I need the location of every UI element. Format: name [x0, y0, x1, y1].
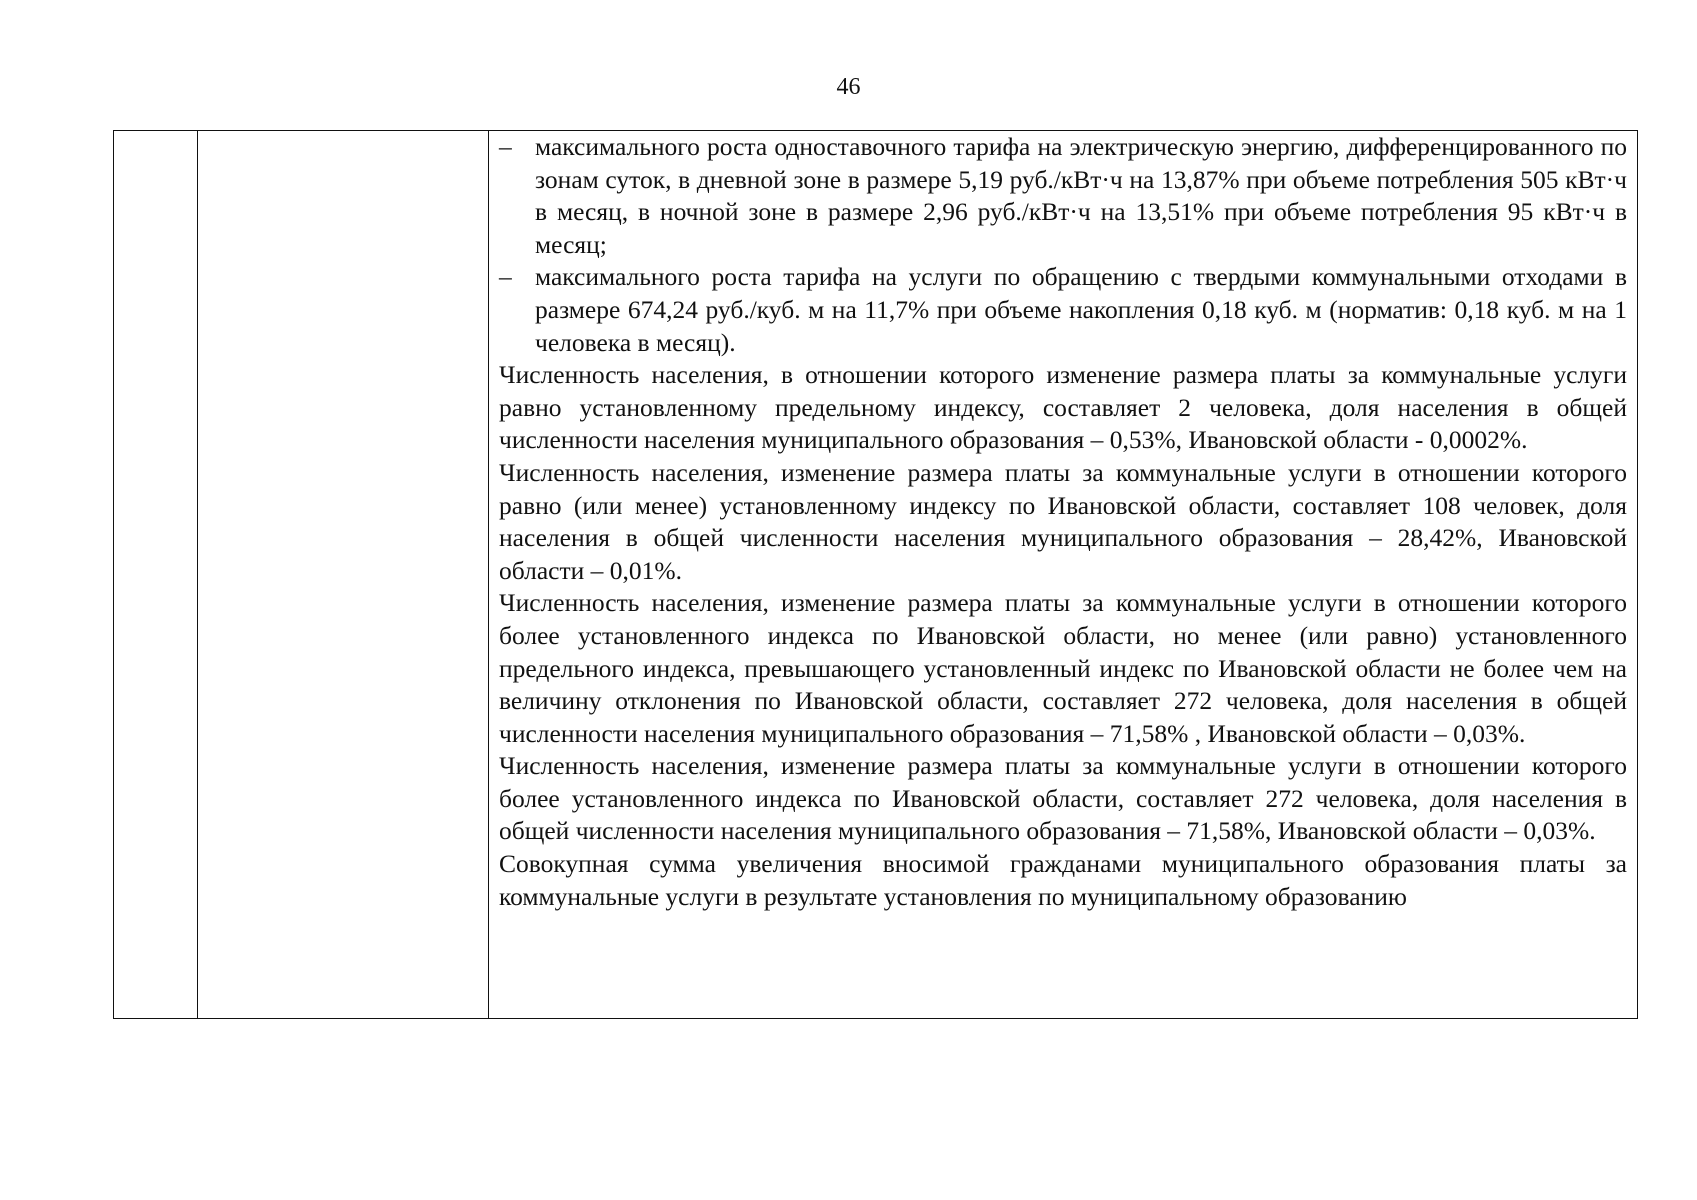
cell-content [489, 131, 1637, 1018]
bullet-item-waste [499, 261, 1627, 359]
bullet-dash: – [499, 132, 512, 161]
paragraph-total-sum: Совокупная сумма увеличения вносимой гражданами муниципального образования платы за коммунальные услуги в результате установления по муниципальному образованию [499, 849, 1627, 911]
paragraph-above-index: Численность населения, изменение размера платы за коммунальные услуги в отношении которого более установленного индекса по Ивановской области, составляет 272 человека, доля населения в общей численности населения муниципального образования – 71,58%, Ивановской области – 0,03%. [499, 751, 1627, 846]
paragraph-below-index: Численность населения, изменение размера платы за коммунальные услуги в отношении которого равно (или менее) установленному индексу по Ивановской области, составляет 108 человек, доля населения в общей численности населения муниципального образования – 28,42%, Ивановской области – 0,01%. [499, 457, 1627, 585]
bullet-item-electricity [499, 131, 1627, 261]
table-cell-content [489, 131, 1638, 1019]
table-row [114, 131, 1638, 1019]
paragraph-between-index: Численность населения, изменение размера платы за коммунальные услуги в отношении которого более установленного индекса по Ивановской области, но менее (или равно) установленного предельного индекса, превышающего установленный индекс по Ивановской области не более чем на величину отклонения по Ивановской области, составляет 272 человека, доля населения в общей численности населения муниципального образования – 71,58% , Ивановской области – 0,03%. [499, 588, 1627, 748]
paragraph-limit-index: Численность населения, в отношении которого изменение размера платы за коммунальные услуги равно установленному предельному индексу, составляет 2 человека, доля населения в общей численности населения муниципального образования – 0,53%, Ивановской области - 0,0002%. [499, 360, 1627, 455]
bullet-dash: – [499, 262, 512, 292]
table-cell-col2 [198, 131, 489, 1019]
page-number: 46 [836, 74, 861, 100]
bullet-list [499, 131, 1627, 359]
bullet-text: максимального роста тарифа на услуги по обращению с твердыми коммунальными отходами в размере 674,24 руб./куб. м на 11,7% при объеме накопления 0,18 куб. м (норматив: 0,18 куб. м на 1 человека в месяц). [535, 262, 1627, 357]
document-table [113, 130, 1638, 1019]
table-cell-col1 [114, 131, 198, 1019]
bullet-text: максимального роста одноставочного тарифа на электрическую энергию, дифференцированного по зонам суток, в дневной зоне в размере 5,19 руб./кВт·ч на 13,87% при объеме потребления 505 кВт·ч в месяц, в ночной зоне в размере 2,96 руб./кВт·ч на 13,51% при объеме потребления 95 кВт·ч в месяц; [535, 132, 1627, 259]
